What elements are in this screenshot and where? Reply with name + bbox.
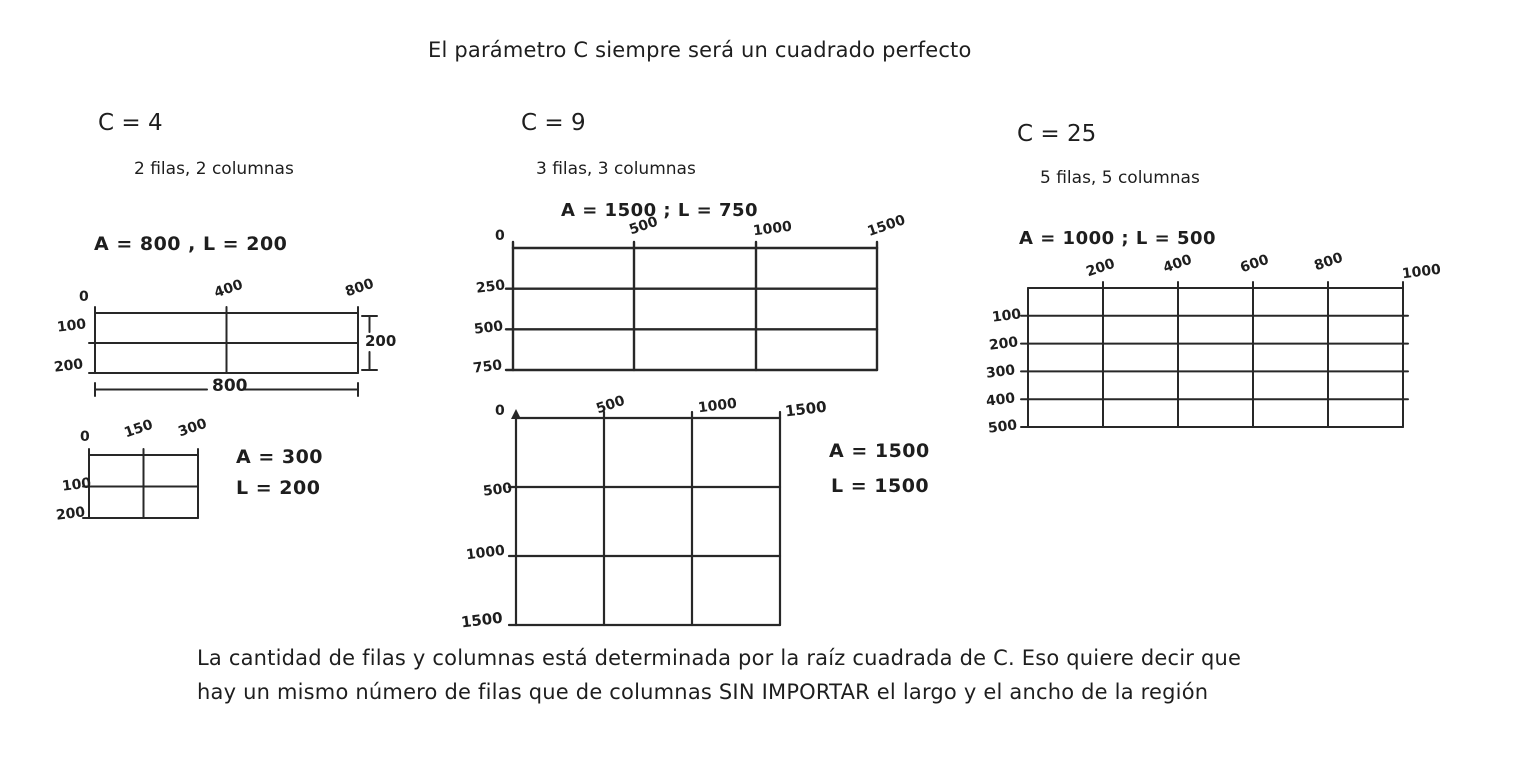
c4-small-grid-ytick: 100 [61, 475, 93, 495]
c4-note: 2 filas, 2 columnas [134, 159, 294, 179]
c25-grid-xtick: 200 [1084, 255, 1118, 281]
c9-heading: C = 9 [521, 110, 586, 136]
c4-main-grid-ytick: 200 [53, 356, 85, 376]
c9-dims-label: A = 1500 ; L = 750 [561, 200, 759, 221]
c4-main-grid-xtick: 800 [343, 275, 377, 301]
c9-square-grid-xtick: 0 [495, 403, 505, 419]
c9-wide-grid-xtick: 1500 [865, 212, 908, 240]
c25-grid-ytick: 300 [985, 362, 1017, 382]
c4-small-grid-length-label: L = 200 [236, 477, 321, 499]
c9-square-grid-length-label: L = 1500 [831, 475, 930, 497]
c4-width-dimension: 800 [212, 376, 248, 396]
c25-grid-ytick: 500 [987, 417, 1019, 437]
c25-grid-xtick: 400 [1161, 251, 1195, 277]
c9-wide-grid [503, 238, 888, 383]
c4-height-dimension: 200 [365, 332, 397, 350]
c25-grid-xtick: 800 [1312, 249, 1346, 275]
c4-main-grid-xtick: 400 [212, 276, 246, 302]
c9-square-grid-area-label: A = 1500 [829, 440, 930, 462]
c9-wide-grid-ytick: 500 [473, 318, 505, 338]
footer-explanation-line2: hay un mismo número de filas que de columnas SIN IMPORTAR el largo y el ancho de la región [197, 680, 1209, 704]
c9-square-grid-xtick: 1000 [697, 395, 738, 417]
c4-dims-label: A = 800 , L = 200 [94, 233, 288, 255]
c25-grid-ytick: 100 [991, 306, 1023, 326]
c9-square-grid-ytick: 1500 [459, 608, 504, 632]
c9-square-grid-xtick: 500 [594, 392, 628, 418]
c4-small-grid-xtick: 150 [122, 416, 156, 442]
c9-square-grid [506, 408, 806, 638]
c25-note: 5 filas, 5 columnas [1040, 168, 1200, 188]
c9-wide-grid-ytick: 750 [472, 357, 504, 377]
c25-grid-ytick: 400 [985, 390, 1017, 410]
c4-small-grid-xtick: 0 [80, 429, 90, 445]
c9-wide-grid-xtick: 0 [495, 228, 505, 244]
c25-heading: C = 25 [1017, 121, 1097, 147]
c25-grid [1018, 278, 1418, 438]
c4-main-grid-xtick: 0 [79, 289, 89, 305]
c4-main-grid-ytick: 100 [56, 316, 88, 336]
c25-grid-xtick: 1000 [1401, 261, 1442, 283]
c9-note: 3 filas, 3 columnas [536, 159, 696, 179]
c4-small-grid-area-label: A = 300 [236, 446, 324, 468]
c25-dims-label: A = 1000 ; L = 500 [1019, 228, 1217, 249]
c4-small-grid-ytick: 200 [55, 504, 87, 524]
c9-square-grid-ytick: 500 [482, 480, 514, 500]
c9-wide-grid-ytick: 250 [475, 277, 507, 297]
c4-heading: C = 4 [98, 110, 163, 136]
c4-small-grid-xtick: 300 [176, 415, 210, 441]
page-title: El parámetro C siempre será un cuadrado perfecto [428, 38, 972, 62]
c9-wide-grid-xtick: 500 [627, 213, 661, 239]
c9-wide-grid-xtick: 1000 [752, 218, 793, 240]
c25-grid-ytick: 200 [988, 334, 1020, 354]
c4-small-grid [79, 445, 209, 530]
c9-square-grid-xtick: 1500 [783, 397, 828, 421]
c9-square-grid-ytick: 1000 [465, 542, 506, 564]
footer-explanation-line1: La cantidad de filas y columnas está determinada por la raíz cuadrada de C. Eso quiere decir que [197, 646, 1242, 670]
c25-grid-xtick: 600 [1238, 251, 1272, 277]
